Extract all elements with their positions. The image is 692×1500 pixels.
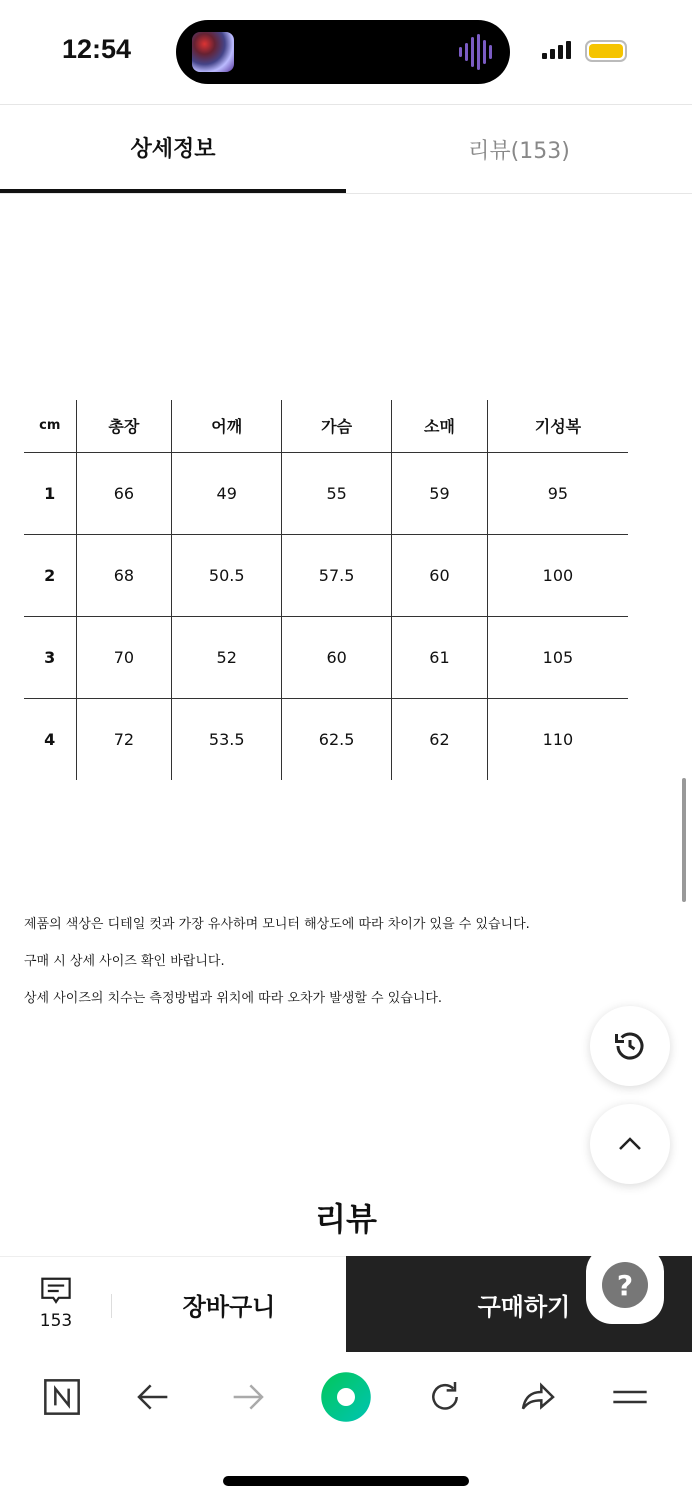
cell: 52: [172, 616, 282, 698]
table-row: [24, 452, 628, 534]
back-arrow-icon[interactable]: [134, 1377, 174, 1417]
signal-icon: [542, 41, 571, 59]
cell: 66: [76, 452, 172, 534]
refresh-icon[interactable]: [425, 1377, 465, 1417]
cell: 60: [282, 616, 392, 698]
review-count: 153: [39, 1311, 73, 1331]
review-section-heading: 리뷰: [315, 1200, 377, 1238]
cell: 55: [282, 452, 392, 534]
cell: 1: [24, 452, 76, 534]
cell: 95: [487, 452, 628, 534]
cell: 2: [24, 534, 76, 616]
forward-arrow-icon[interactable]: [227, 1377, 267, 1417]
chevron-up-icon: [615, 1129, 645, 1159]
cell: 57.5: [282, 534, 392, 616]
dynamic-island[interactable]: [176, 20, 510, 84]
cell: 72: [76, 698, 172, 780]
cell: 70: [76, 616, 172, 698]
tab-bar: [0, 104, 692, 194]
cell: 4: [44, 729, 56, 749]
help-icon: ?: [602, 1262, 648, 1308]
cell: 60: [392, 534, 488, 616]
cell: 50.5: [172, 534, 282, 616]
recent-history-button[interactable]: [590, 1006, 670, 1086]
cell: 49: [172, 452, 282, 534]
cell: 105: [487, 616, 628, 698]
review-count-button[interactable]: [24, 1276, 88, 1331]
cell: 59: [392, 452, 488, 534]
header-cell: 소매: [392, 400, 488, 452]
table-row: [24, 698, 628, 780]
header-cell: 어깨: [172, 400, 282, 452]
cell: 62.5: [282, 698, 392, 780]
help-button[interactable]: [586, 1246, 664, 1324]
cell: 62: [392, 698, 488, 780]
cell: 110: [487, 698, 628, 780]
cell: 100: [487, 534, 628, 616]
table-row: [24, 534, 628, 616]
header-cell: 총장: [76, 400, 172, 452]
note-text: 제품의 색상은 디테일 컷과 가장 유사하며 모니터 해상도에 따라 차이가 있을 수 있습니다.: [24, 917, 530, 932]
scroll-top-button[interactable]: [590, 1104, 670, 1184]
cart-button[interactable]: 장바구니: [182, 1292, 276, 1321]
header-cell: 기성복: [487, 400, 628, 452]
cell: 3: [24, 616, 76, 698]
buy-label: 구매하기: [477, 1292, 571, 1321]
menu-icon[interactable]: [610, 1377, 650, 1417]
note-text: 상세 사이즈의 치수는 측정방법과 위치에 따라 오차가 발생할 수 있습니다.: [24, 991, 443, 1006]
share-icon[interactable]: [518, 1377, 558, 1417]
browser-toolbar: [0, 1352, 692, 1442]
comment-icon: [39, 1276, 73, 1306]
header-cell: cm: [24, 400, 76, 452]
battery-icon: [585, 40, 627, 62]
note-text: 구매 시 상세 사이즈 확인 바랍니다.: [24, 954, 225, 969]
album-art-icon: [192, 32, 234, 72]
table-row: [24, 616, 628, 698]
scrollbar[interactable]: [682, 778, 686, 902]
tab-details[interactable]: 상세정보: [0, 105, 346, 193]
size-table: [24, 400, 628, 780]
naver-home-icon[interactable]: [42, 1377, 82, 1417]
home-indicator[interactable]: [223, 1476, 469, 1486]
status-time: 12:54: [62, 34, 132, 64]
tab-reviews[interactable]: 리뷰(153): [468, 138, 570, 164]
history-icon: [612, 1028, 648, 1064]
cell: 61: [392, 616, 488, 698]
header-cell: 가슴: [282, 400, 392, 452]
table-header-row: [24, 400, 628, 452]
cell: 68: [76, 534, 172, 616]
cell: 53.5: [172, 698, 282, 780]
audio-wave-icon: [459, 34, 492, 70]
green-dot-icon[interactable]: [319, 1370, 373, 1424]
